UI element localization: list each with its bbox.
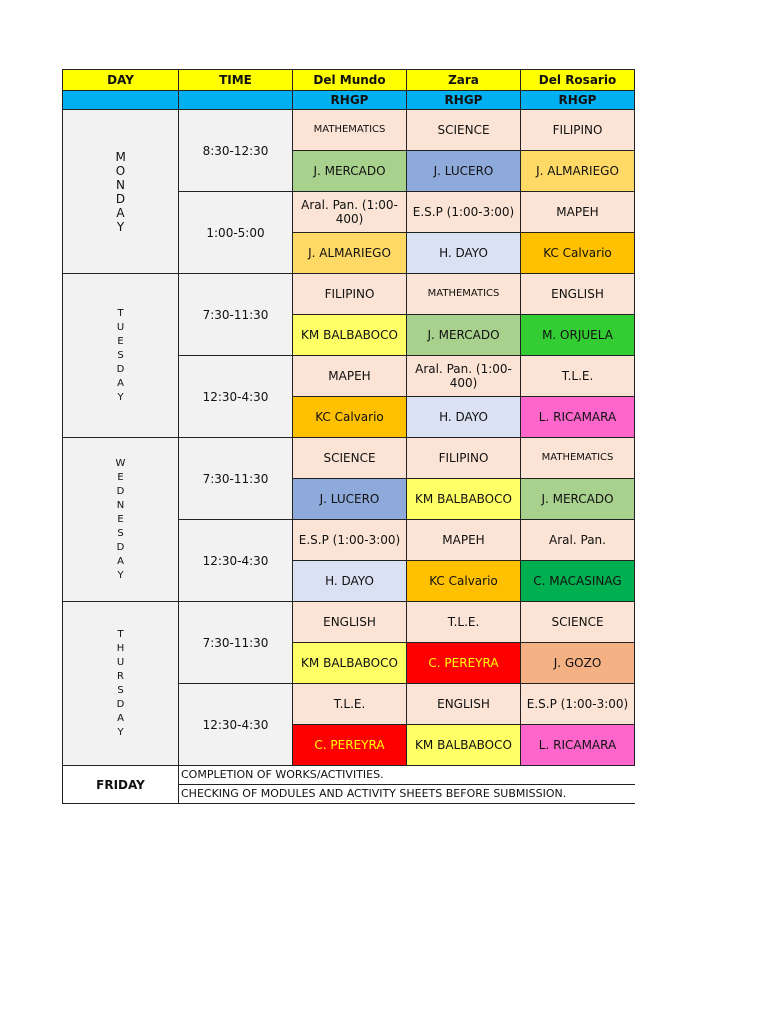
subject-cell: MAPEH bbox=[293, 356, 407, 397]
subject-row bbox=[63, 274, 635, 315]
header-day: DAY bbox=[63, 70, 179, 91]
teacher-cell: KC Calvario bbox=[293, 397, 407, 438]
teacher-cell: C. PEREYRA bbox=[293, 725, 407, 766]
teacher-cell: L. RICAMARA bbox=[521, 397, 635, 438]
subject-cell: SCIENCE bbox=[293, 438, 407, 479]
subject-cell: Aral. Pan. (1:00-400) bbox=[293, 192, 407, 233]
subject-cell: MATHEMATICS bbox=[407, 274, 521, 315]
teacher-cell: KC Calvario bbox=[521, 233, 635, 274]
friday-note-2: CHECKING OF MODULES AND ACTIVITY SHEETS BEFORE SUBMISSION. bbox=[179, 785, 635, 804]
header-section-2: Zara bbox=[407, 70, 521, 91]
subject-cell: MAPEH bbox=[407, 520, 521, 561]
subject-cell: T.L.E. bbox=[293, 684, 407, 725]
subheader-row bbox=[63, 91, 635, 110]
subject-cell: SCIENCE bbox=[407, 110, 521, 151]
subheader-rhgp-1: RHGP bbox=[293, 91, 407, 110]
day-label-monday bbox=[63, 110, 179, 274]
teacher-cell: KC Calvario bbox=[407, 561, 521, 602]
time-slot: 8:30-12:30 bbox=[179, 110, 293, 192]
subheader-blank bbox=[63, 91, 179, 110]
subject-row bbox=[63, 602, 635, 643]
day-letters: W E D N E S D A Y bbox=[115, 457, 126, 581]
subject-cell: T.L.E. bbox=[407, 602, 521, 643]
subject-cell: E.S.P (1:00-3:00) bbox=[521, 684, 635, 725]
subject-cell: E.S.P (1:00-3:00) bbox=[407, 192, 521, 233]
subject-cell: E.S.P (1:00-3:00) bbox=[293, 520, 407, 561]
teacher-cell: KM BALBABOCO bbox=[407, 479, 521, 520]
teacher-cell: C. PEREYRA bbox=[407, 643, 521, 684]
subject-cell: Aral. Pan. (1:00-400) bbox=[407, 356, 521, 397]
teacher-cell: J. GOZO bbox=[521, 643, 635, 684]
teacher-cell: J. MERCADO bbox=[521, 479, 635, 520]
teacher-cell: J. ALMARIEGO bbox=[521, 151, 635, 192]
day-label-thursday bbox=[63, 602, 179, 766]
day-letters: T H U R S D A Y bbox=[116, 628, 125, 738]
day-label-tuesday bbox=[63, 274, 179, 438]
teacher-cell: J. LUCERO bbox=[293, 479, 407, 520]
time-slot: 7:30-11:30 bbox=[179, 274, 293, 356]
teacher-cell: J. LUCERO bbox=[407, 151, 521, 192]
subject-cell: SCIENCE bbox=[521, 602, 635, 643]
friday-row bbox=[63, 766, 635, 785]
teacher-cell: H. DAYO bbox=[407, 397, 521, 438]
subject-cell: T.L.E. bbox=[521, 356, 635, 397]
friday-label: FRIDAY bbox=[63, 766, 179, 804]
teacher-cell: KM BALBABOCO bbox=[407, 725, 521, 766]
subject-row bbox=[63, 438, 635, 479]
subject-cell: ENGLISH bbox=[521, 274, 635, 315]
day-label-wednesday bbox=[63, 438, 179, 602]
header-row bbox=[63, 70, 635, 91]
time-slot: 7:30-11:30 bbox=[179, 438, 293, 520]
subject-cell: ENGLISH bbox=[407, 684, 521, 725]
teacher-cell: J. MERCADO bbox=[293, 151, 407, 192]
subject-cell: FILIPINO bbox=[293, 274, 407, 315]
subject-cell: MATHEMATICS bbox=[521, 438, 635, 479]
header-time: TIME bbox=[179, 70, 293, 91]
subheader-rhgp-3: RHGP bbox=[521, 91, 635, 110]
teacher-cell: C. MACASINAG bbox=[521, 561, 635, 602]
teacher-cell: KM BALBABOCO bbox=[293, 315, 407, 356]
friday-note-1: COMPLETION OF WORKS/ACTIVITIES. bbox=[179, 766, 635, 785]
header-section-1: Del Mundo bbox=[293, 70, 407, 91]
time-slot: 12:30-4:30 bbox=[179, 356, 293, 438]
time-slot: 12:30-4:30 bbox=[179, 520, 293, 602]
teacher-cell: L. RICAMARA bbox=[521, 725, 635, 766]
subject-cell: MAPEH bbox=[521, 192, 635, 233]
teacher-cell: H. DAYO bbox=[407, 233, 521, 274]
time-slot: 1:00-5:00 bbox=[179, 192, 293, 274]
subject-cell: FILIPINO bbox=[407, 438, 521, 479]
day-letters: M O N D A Y bbox=[115, 149, 126, 234]
subheader-blank bbox=[179, 91, 293, 110]
header-section-3: Del Rosario bbox=[521, 70, 635, 91]
teacher-cell: J. ALMARIEGO bbox=[293, 233, 407, 274]
schedule-table bbox=[62, 69, 635, 804]
subject-cell: FILIPINO bbox=[521, 110, 635, 151]
subheader-rhgp-2: RHGP bbox=[407, 91, 521, 110]
teacher-cell: KM BALBABOCO bbox=[293, 643, 407, 684]
day-letters: T U E S D A Y bbox=[116, 307, 125, 403]
time-slot: 12:30-4:30 bbox=[179, 684, 293, 766]
subject-cell: ENGLISH bbox=[293, 602, 407, 643]
teacher-cell: M. ORJUELA bbox=[521, 315, 635, 356]
teacher-cell: H. DAYO bbox=[293, 561, 407, 602]
subject-cell: Aral. Pan. bbox=[521, 520, 635, 561]
subject-cell: MATHEMATICS bbox=[293, 110, 407, 151]
time-slot: 7:30-11:30 bbox=[179, 602, 293, 684]
subject-row bbox=[63, 110, 635, 151]
teacher-cell: J. MERCADO bbox=[407, 315, 521, 356]
